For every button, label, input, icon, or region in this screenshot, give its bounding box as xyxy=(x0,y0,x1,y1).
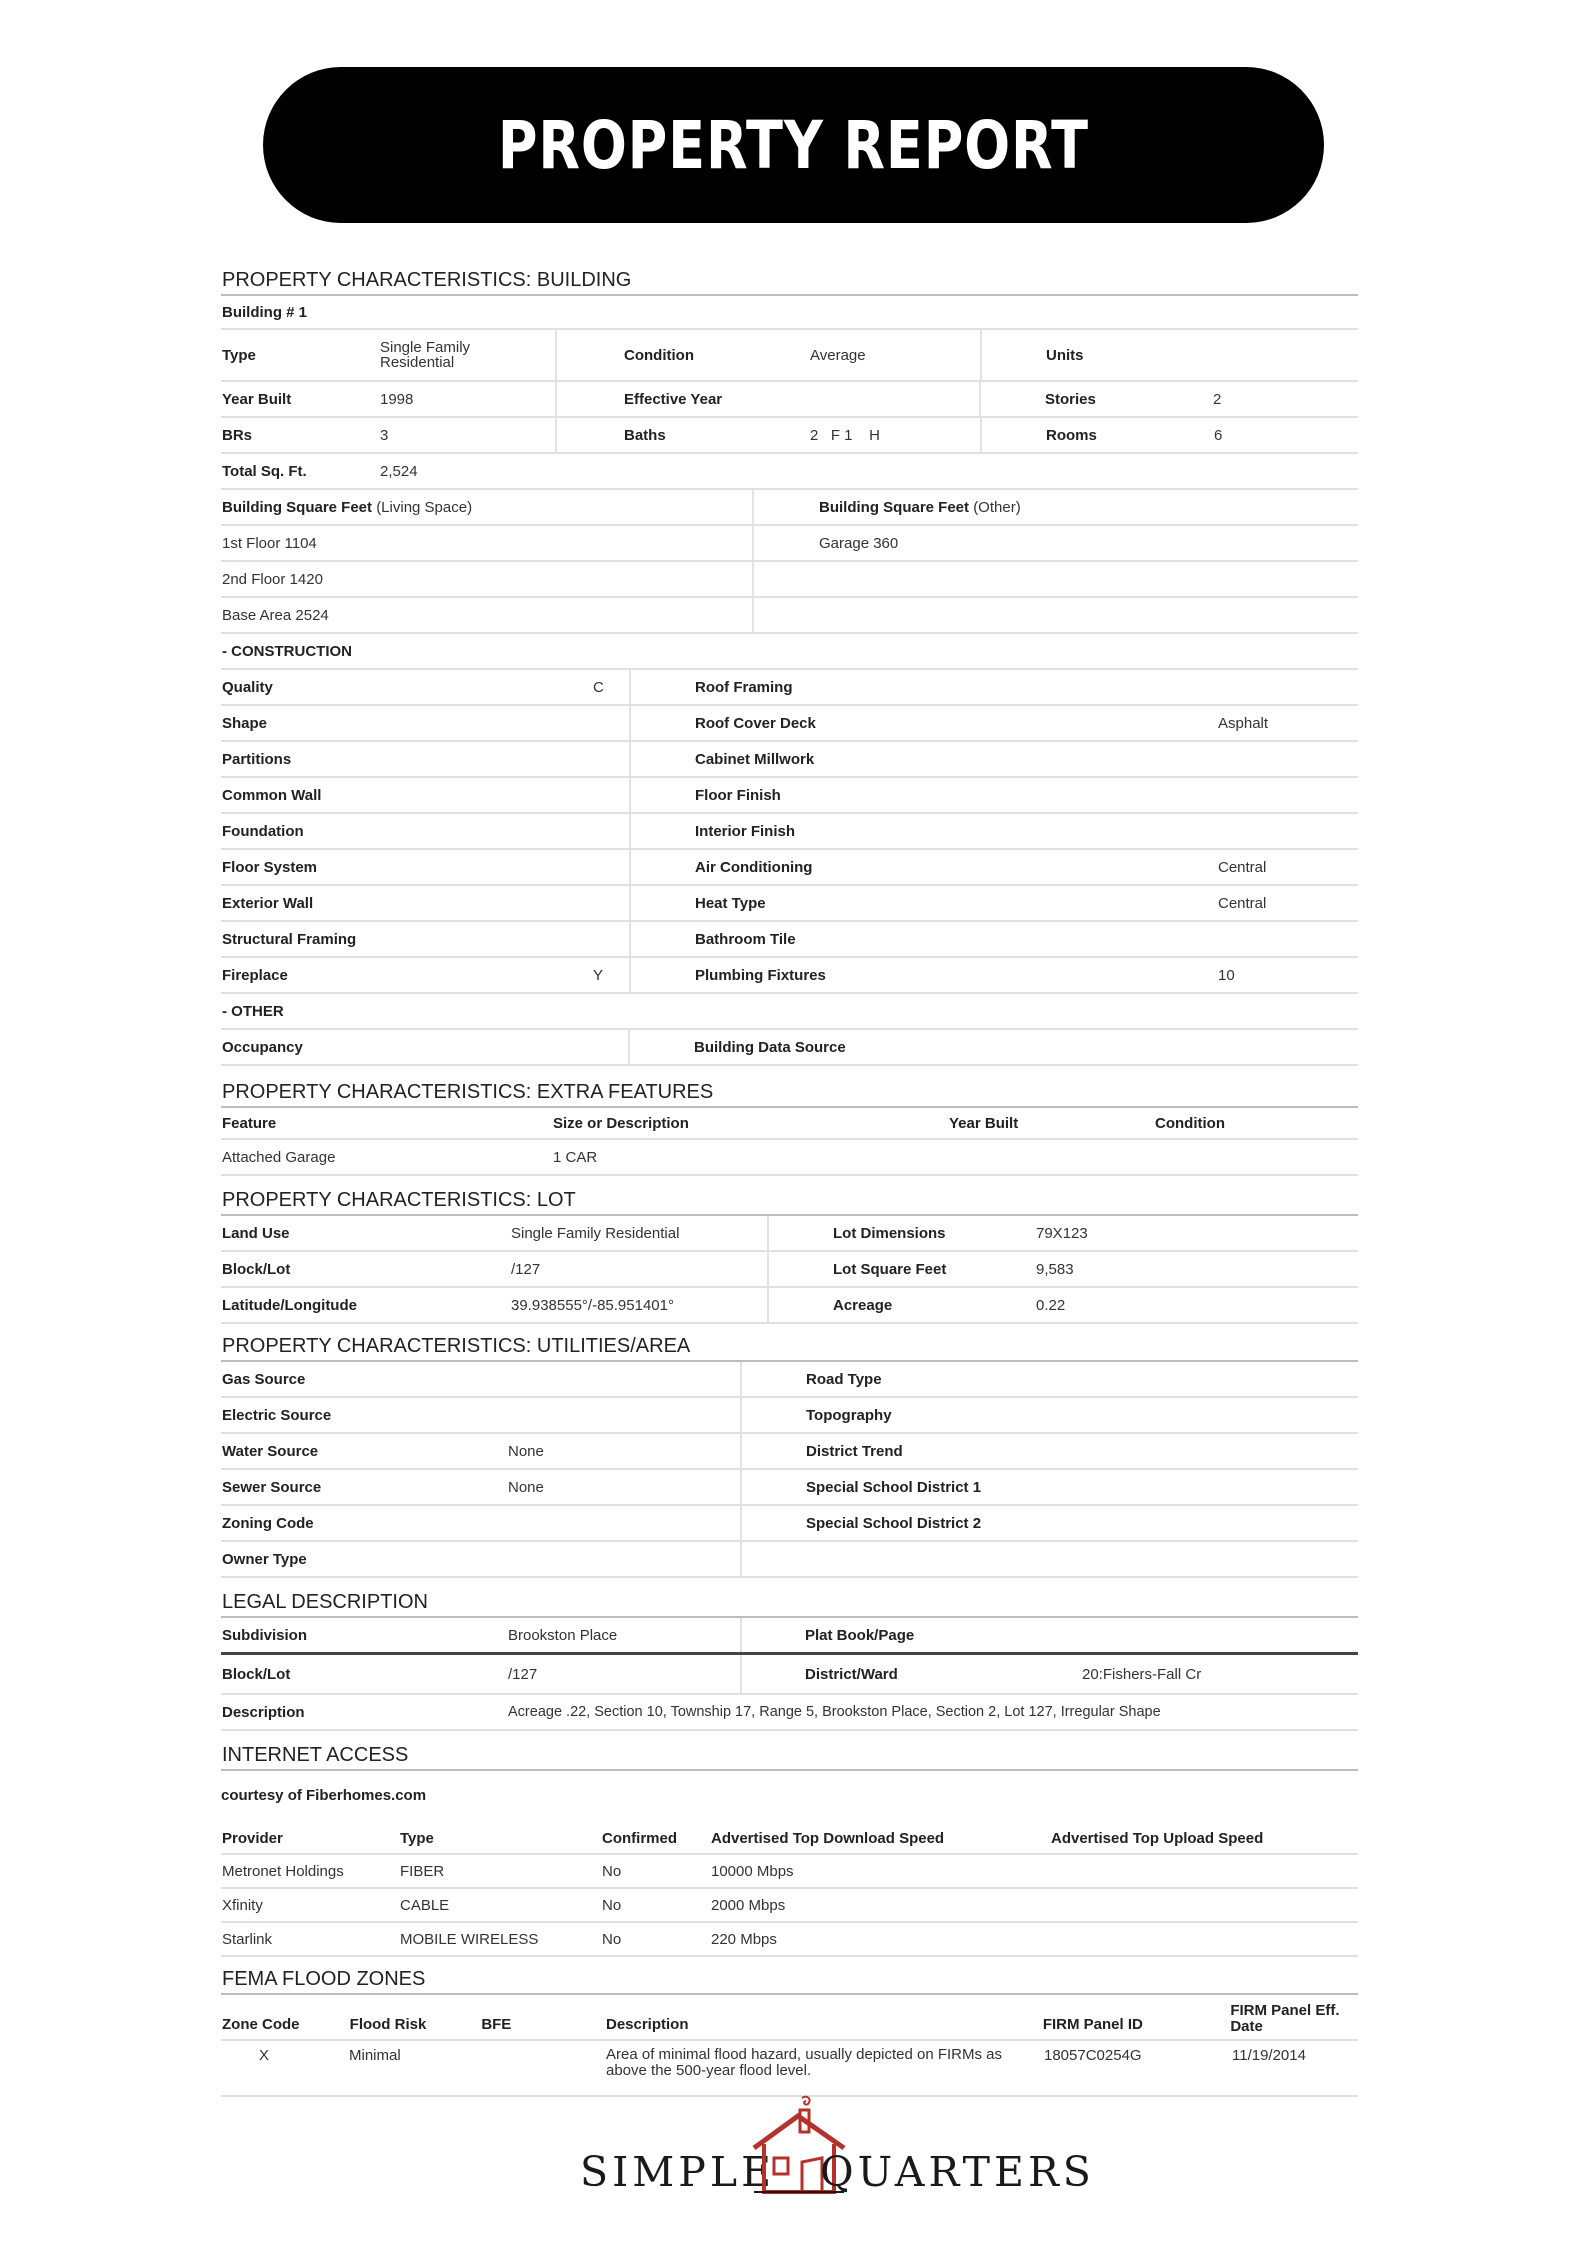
utilities-right-label: Topography xyxy=(806,1406,892,1424)
utilities-left-label: Sewer Source xyxy=(222,1478,322,1496)
other-heading-row xyxy=(221,994,1358,1030)
construction-right-label: Interior Finish xyxy=(695,822,796,840)
legal-description-value: Acreage .22, Section 10, Township 17, Range 5, Brookston Place, Section 2, Lot 127, Irregular Shape xyxy=(508,1704,1161,1720)
section-lot-heading: PROPERTY CHARACTERISTICS: LOT xyxy=(221,1188,1358,1216)
property-report xyxy=(221,268,1358,2097)
fema-zone: X xyxy=(259,2047,270,2064)
construction-left-label: Exterior Wall xyxy=(222,894,314,912)
utilities-left-value xyxy=(507,1506,742,1540)
construction-left-value: C xyxy=(592,670,631,704)
section-utilities-heading: PROPERTY CHARACTERISTICS: UTILITIES/AREA xyxy=(221,1334,1358,1362)
subdivision-label: Subdivision xyxy=(222,1626,308,1644)
lot-left-label: Land Use xyxy=(222,1224,290,1242)
rooms-label: Rooms xyxy=(1046,426,1097,444)
stories-value: 2 xyxy=(1213,390,1222,408)
construction-row xyxy=(221,670,1358,706)
extra-col-size: Size or Description xyxy=(553,1114,689,1132)
internet-download: 220 Mbps xyxy=(711,1930,777,1948)
section-internet-heading: INTERNET ACCESS xyxy=(221,1743,1358,1771)
construction-right-value: Central xyxy=(1218,858,1267,876)
fema-panel-id: 18057C0254G xyxy=(1044,2047,1142,2064)
fema-description: Area of minimal flood hazard, usually depicted on FIRMs as above the 500-year flood level. xyxy=(606,2046,1003,2079)
construction-left-label: Fireplace xyxy=(222,966,288,984)
internet-col-provider: Provider xyxy=(222,1830,283,1847)
fema-col-bfe: BFE xyxy=(481,2016,512,2033)
construction-right-label: Floor Finish xyxy=(695,786,781,804)
subdivision-value: Brookston Place xyxy=(507,1618,742,1652)
fema-panel-date: 11/19/2014 xyxy=(1232,2047,1306,2064)
internet-row xyxy=(221,1855,1358,1889)
construction-left-label: Shape xyxy=(222,714,268,732)
lot-left-value: 39.938555°/-85.951401° xyxy=(510,1288,769,1322)
utilities-row xyxy=(221,1470,1358,1506)
brs-label: BRs xyxy=(222,426,253,444)
effective-year-label: Effective Year xyxy=(557,382,981,416)
internet-download: 2000 Mbps xyxy=(711,1896,786,1914)
utilities-table xyxy=(221,1362,1358,1578)
logo-text-right: QUARTERS xyxy=(820,2148,1095,2196)
construction-left-value xyxy=(592,706,631,740)
sqft-other-sub: (Other) xyxy=(973,498,1021,516)
internet-row xyxy=(221,1923,1358,1957)
sqft-other-item: Garage 360 xyxy=(819,534,899,552)
utilities-right-label: Special School District 2 xyxy=(806,1514,982,1532)
construction-left-label: Structural Framing xyxy=(222,930,357,948)
type-value: Single Family Residential xyxy=(380,339,471,371)
construction-row xyxy=(221,958,1358,994)
internet-col-confirmed: Confirmed xyxy=(602,1830,677,1847)
lot-row xyxy=(221,1216,1358,1252)
construction-left-value xyxy=(592,886,631,920)
internet-col-upload: Advertised Top Upload Speed xyxy=(1051,1830,1264,1847)
section-extra-heading: PROPERTY CHARACTERISTICS: EXTRA FEATURES xyxy=(221,1080,1358,1108)
construction-left-value xyxy=(592,850,631,884)
utilities-left-label: Electric Source xyxy=(222,1406,332,1424)
utilities-row xyxy=(221,1362,1358,1398)
legal-blocklot-row xyxy=(221,1655,1358,1695)
condition-label: Condition xyxy=(624,346,694,364)
baths-label: Baths xyxy=(624,426,666,444)
construction-row xyxy=(221,706,1358,742)
construction-right-label: Roof Framing xyxy=(695,678,793,696)
building-number: Building # 1 xyxy=(222,303,308,321)
internet-download: 10000 Mbps xyxy=(711,1862,794,1880)
utilities-row xyxy=(221,1542,1358,1578)
internet-header-row xyxy=(221,1819,1358,1855)
sqft-living-label: Building Square Feet xyxy=(222,498,373,516)
construction-row xyxy=(221,778,1358,814)
utilities-left-value xyxy=(507,1398,742,1432)
construction-row xyxy=(221,742,1358,778)
legal-blocklot-value: /127 xyxy=(507,1655,742,1693)
construction-left-value: Y xyxy=(592,958,631,992)
internet-type: CABLE xyxy=(400,1896,450,1914)
fema-col-panel-date: FIRM Panel Eff. Date xyxy=(1230,2002,1340,2035)
units-label: Units xyxy=(1046,346,1084,364)
internet-confirmed: No xyxy=(602,1896,622,1914)
construction-right-label: Air Conditioning xyxy=(695,858,813,876)
lot-right-label: Acreage xyxy=(833,1296,893,1314)
extra-feature: Attached Garage xyxy=(222,1148,336,1166)
rooms-value: 6 xyxy=(1214,426,1223,444)
internet-courtesy: courtesy of Fiberhomes.com xyxy=(221,1786,427,1804)
internet-type: FIBER xyxy=(400,1862,445,1880)
internet-upload xyxy=(1050,1855,1051,1887)
lot-left-value: Single Family Residential xyxy=(510,1216,769,1250)
lot-right-label: Lot Dimensions xyxy=(833,1224,946,1242)
construction-left-label: Partitions xyxy=(222,750,292,768)
brs-value: 3 xyxy=(379,418,557,452)
lot-left-value: /127 xyxy=(510,1252,769,1286)
construction-right-value: Asphalt xyxy=(1218,714,1269,732)
lot-right-label: Lot Square Feet xyxy=(833,1260,947,1278)
legal-blocklot-label: Block/Lot xyxy=(222,1665,291,1683)
construction-right-label: Heat Type xyxy=(695,894,766,912)
sqft-other-item xyxy=(754,562,819,596)
construction-row xyxy=(221,922,1358,958)
year-built-row xyxy=(221,382,1358,418)
utilities-row xyxy=(221,1506,1358,1542)
section-fema-heading: FEMA FLOOD ZONES xyxy=(221,1967,1358,1995)
extra-condition xyxy=(1154,1140,1155,1174)
sqft-living-item: Base Area 2524 xyxy=(221,598,754,632)
construction-row xyxy=(221,850,1358,886)
sqft-header-row xyxy=(221,490,1358,526)
fema-col-risk: Flood Risk xyxy=(349,2016,427,2033)
construction-left-label: Floor System xyxy=(222,858,318,876)
internet-upload xyxy=(1050,1923,1051,1955)
section-legal-heading: LEGAL DESCRIPTION xyxy=(221,1590,1358,1618)
occupancy-label: Occupancy xyxy=(221,1030,630,1064)
section-building-heading: PROPERTY CHARACTERISTICS: BUILDING xyxy=(221,268,1358,296)
construction-left-label: Quality xyxy=(222,678,273,696)
sqft-other-item xyxy=(754,598,819,632)
internet-provider: Starlink xyxy=(222,1930,273,1948)
extra-header-row xyxy=(221,1108,1358,1140)
utilities-right-label: District Trend xyxy=(806,1442,903,1460)
construction-right-value xyxy=(1217,778,1218,812)
fema-col-panel-id: FIRM Panel ID xyxy=(1042,2016,1143,2033)
fema-header-row xyxy=(221,1995,1358,2041)
internet-type: MOBILE WIRELESS xyxy=(400,1930,539,1948)
utilities-left-label: Gas Source xyxy=(222,1370,306,1388)
lot-left-label: Block/Lot xyxy=(222,1260,291,1278)
construction-right-label: Plumbing Fixtures xyxy=(695,966,826,984)
utilities-left-label: Owner Type xyxy=(222,1550,307,1568)
internet-provider: Metronet Holdings xyxy=(222,1862,344,1880)
utilities-left-value: None xyxy=(507,1470,742,1504)
occupancy-row xyxy=(221,1030,1358,1066)
utilities-right-label: Special School District 1 xyxy=(806,1478,982,1496)
construction-left-value xyxy=(592,778,631,812)
utilities-row xyxy=(221,1434,1358,1470)
utilities-right-label: Road Type xyxy=(806,1370,882,1388)
building-number-row xyxy=(221,296,1358,330)
simple-quarters-logo xyxy=(580,2092,1095,2202)
subdivision-row xyxy=(221,1618,1358,1655)
fema-row xyxy=(221,2041,1358,2097)
lot-left-label: Latitude/Longitude xyxy=(222,1296,357,1314)
lot-right-value: 79X123 xyxy=(1036,1224,1088,1242)
internet-confirmed: No xyxy=(602,1930,622,1948)
sqft-living-item: 2nd Floor 1420 xyxy=(221,562,754,596)
fema-risk: Minimal xyxy=(349,2047,401,2064)
construction-right-value: Central xyxy=(1218,894,1267,912)
internet-row xyxy=(221,1889,1358,1923)
construction-heading: - CONSTRUCTION xyxy=(222,642,352,660)
utilities-left-label: Zoning Code xyxy=(222,1514,314,1532)
sqft-other-label: Building Square Feet xyxy=(819,498,970,516)
condition-value: Average xyxy=(809,330,982,380)
construction-right-label: Cabinet Millwork xyxy=(695,750,815,768)
construction-right-value xyxy=(1217,742,1218,776)
utilities-left-label: Water Source xyxy=(222,1442,319,1460)
district-label: District/Ward xyxy=(805,1665,898,1683)
internet-upload xyxy=(1050,1889,1051,1921)
baths-value: 2 F 1 H xyxy=(809,418,982,452)
sqft-living-sub: (Living Space) xyxy=(376,498,473,516)
extra-row xyxy=(221,1140,1358,1176)
sqft-row xyxy=(221,526,1358,562)
internet-col-type: Type xyxy=(400,1830,434,1847)
extra-col-year: Year Built xyxy=(949,1114,1019,1132)
internet-col-download: Advertised Top Download Speed xyxy=(711,1830,945,1847)
report-title: PROPERTY REPORT xyxy=(498,106,1089,184)
district-value: 20:Fishers-Fall Cr xyxy=(1082,1665,1202,1683)
sqft-living-item: 1st Floor 1104 xyxy=(221,526,754,560)
internet-confirmed: No xyxy=(602,1862,622,1880)
logo-text-left: SIMPLE xyxy=(580,2148,776,2196)
construction-left-label: Common Wall xyxy=(222,786,322,804)
construction-right-value: 10 xyxy=(1218,966,1235,984)
extra-col-feature: Feature xyxy=(222,1114,277,1132)
utilities-left-value xyxy=(507,1362,742,1396)
construction-left-value xyxy=(592,742,631,776)
utilities-row xyxy=(221,1398,1358,1434)
other-heading: - OTHER xyxy=(222,1002,284,1020)
construction-right-value xyxy=(1217,670,1218,704)
utilities-left-value: None xyxy=(507,1434,742,1468)
sqft-row xyxy=(221,598,1358,634)
internet-provider: Xfinity xyxy=(222,1896,263,1914)
extra-col-condition: Condition xyxy=(1155,1114,1225,1132)
construction-right-label: Bathroom Tile xyxy=(695,930,796,948)
brs-row xyxy=(221,418,1358,454)
total-sqft-label: Total Sq. Ft. xyxy=(222,462,307,480)
lot-row xyxy=(221,1288,1358,1324)
construction-row xyxy=(221,814,1358,850)
legal-description-row xyxy=(221,1695,1358,1731)
lot-right-value: 0.22 xyxy=(1036,1296,1066,1314)
construction-heading-row xyxy=(221,634,1358,670)
extra-year xyxy=(948,1140,1154,1174)
data-source-label: Building Data Source xyxy=(694,1038,846,1056)
fema-col-zone: Zone Code xyxy=(222,2016,300,2033)
type-row xyxy=(221,330,1358,382)
stories-label: Stories xyxy=(1045,390,1096,408)
legal-description-label: Description xyxy=(222,1703,305,1721)
title-banner xyxy=(263,67,1324,223)
construction-row xyxy=(221,886,1358,922)
construction-right-label: Roof Cover Deck xyxy=(695,714,816,732)
construction-table xyxy=(221,670,1358,994)
type-label: Type xyxy=(222,346,256,364)
lot-table xyxy=(221,1216,1358,1324)
total-sqft-row xyxy=(221,454,1358,490)
year-built-label: Year Built xyxy=(222,390,292,408)
total-sqft-value: 2,524 xyxy=(380,462,418,480)
construction-right-value xyxy=(1217,814,1218,848)
lot-row xyxy=(221,1252,1358,1288)
internet-table xyxy=(221,1855,1358,1957)
construction-right-value xyxy=(1217,922,1218,956)
fema-col-description: Description xyxy=(605,2016,689,2033)
construction-left-value xyxy=(592,814,631,848)
construction-left-value xyxy=(592,922,631,956)
year-built-value: 1998 xyxy=(379,382,557,416)
utilities-left-value xyxy=(507,1542,742,1576)
utilities-right-label xyxy=(742,1542,806,1576)
sqft-row xyxy=(221,562,1358,598)
construction-left-label: Foundation xyxy=(222,822,304,840)
lot-right-value: 9,583 xyxy=(1036,1260,1074,1278)
platbook-label: Plat Book/Page xyxy=(805,1626,915,1644)
extra-size: 1 CAR xyxy=(553,1148,598,1166)
